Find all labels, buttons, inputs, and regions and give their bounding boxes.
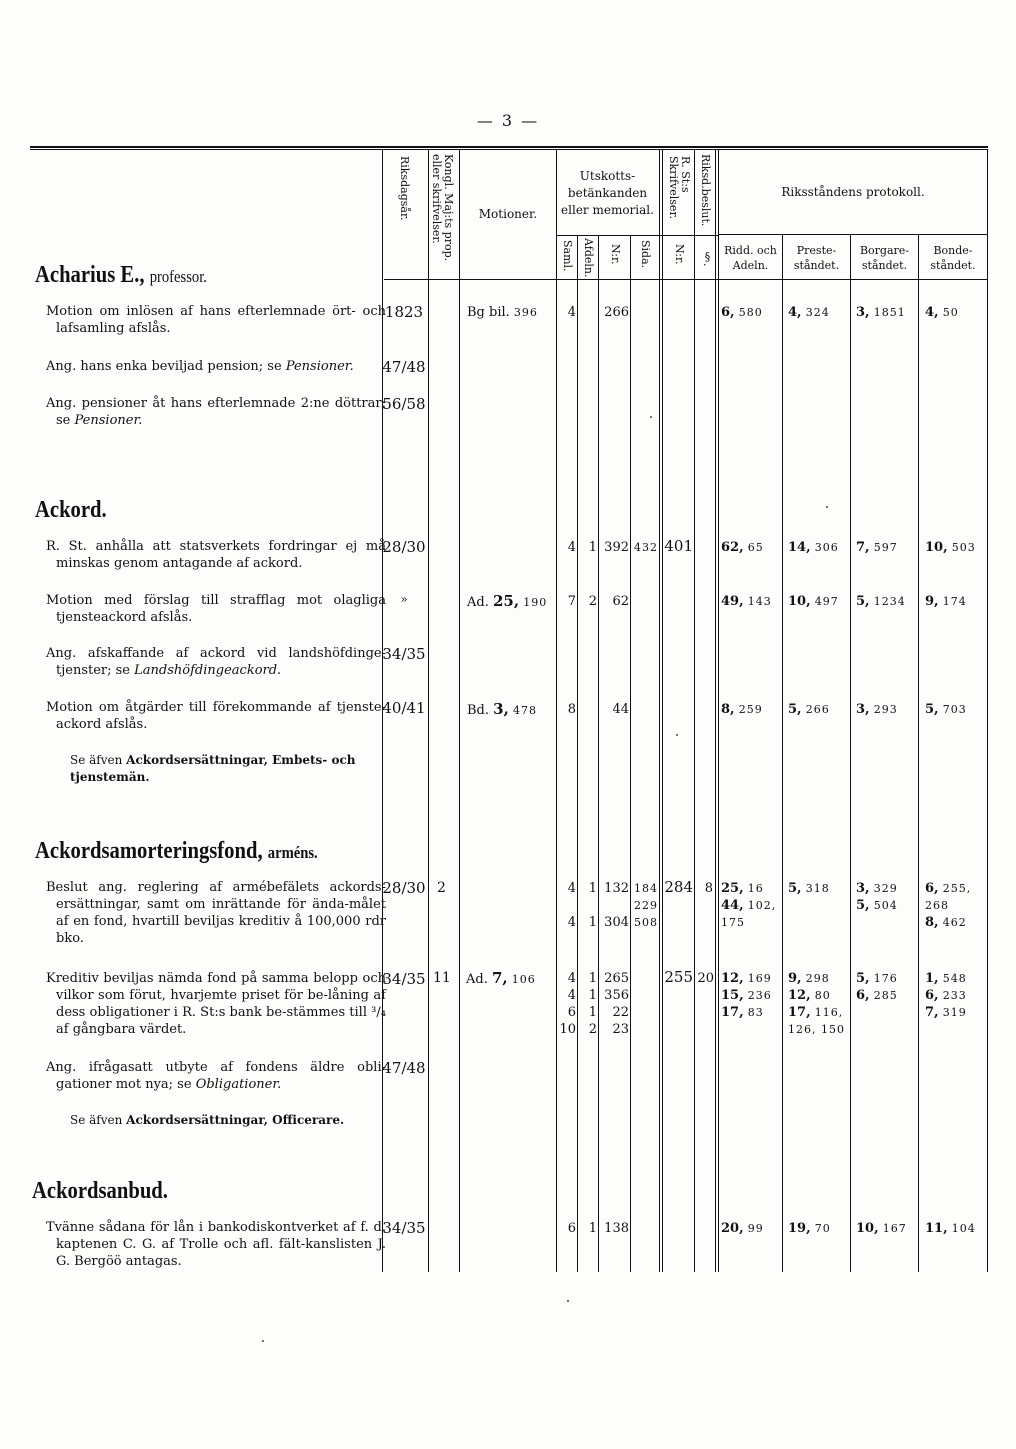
entry-motion-ref: Ad. 25, 190 bbox=[467, 592, 548, 610]
entry-text: Ang. afskaffande af ackord vid landshöfdinge-tjenster; se Landshöfdingeackord. bbox=[46, 646, 386, 678]
entry-saml: 4 4 bbox=[567, 881, 576, 930]
entry-saml: 8 bbox=[567, 702, 576, 717]
header-riksstandens: Riksståndens protokoll. bbox=[781, 185, 925, 199]
entry-bonde: 1, 548 6, 233 7, 319 bbox=[925, 971, 967, 1020]
entry-motion-ref: Bg bil. 396 bbox=[467, 305, 538, 320]
entry-borgare: 3, 329 5, 504 bbox=[856, 881, 898, 913]
header-utskotts: Utskotts- betänkanden eller memorial. bbox=[561, 169, 654, 217]
entry-year: 47/48 bbox=[382, 358, 426, 376]
entry-preste: 19, 70 bbox=[788, 1221, 831, 1236]
entry-saml: 6 bbox=[567, 1221, 576, 1236]
entry-rsts: 284 bbox=[664, 878, 693, 896]
see-also: Se äfven Ackordsersättningar, Officerare. bbox=[70, 1113, 345, 1127]
entry-afdeln: 1 1 1 2 bbox=[588, 971, 597, 1037]
header-motioner: Motioner. bbox=[478, 207, 538, 221]
header-paragraph: §. bbox=[701, 250, 714, 267]
entry-borgare: 5, 1234 bbox=[856, 594, 906, 609]
entry-saml: 4 4 6 10 bbox=[559, 971, 576, 1037]
entry-preste: 4, 324 bbox=[788, 305, 830, 320]
entry-year: 34/35 bbox=[382, 970, 426, 988]
entry-nr: 265 356 22 23 bbox=[604, 971, 629, 1037]
entry-ridd: 6, 580 bbox=[721, 305, 763, 320]
section-heading-ackordsamorteringsfond: Ackordsamorteringsfond, arméns. bbox=[35, 838, 318, 864]
header-afdeln: Afdeln. bbox=[582, 238, 595, 278]
entry-kongl: 11 bbox=[433, 970, 451, 986]
entry-nr: 266 bbox=[604, 305, 629, 320]
entry-preste: 5, 318 bbox=[788, 881, 830, 896]
entry-ridd: 12, 169 15, 236 17, 83 bbox=[721, 971, 772, 1020]
entry-borgare: 10, 167 bbox=[856, 1221, 907, 1236]
entry-saml: 7 bbox=[567, 594, 576, 609]
entry-afdeln: 1 bbox=[588, 1221, 597, 1236]
entry-year: 28/30 bbox=[382, 538, 426, 556]
page-number: — 3 — bbox=[476, 111, 540, 130]
entry-kongl: 2 bbox=[437, 880, 446, 896]
entry-borgare: 7, 597 bbox=[856, 540, 898, 555]
entry-text: Motion med förslag till strafflag mot olagliga tjensteackord afslås. bbox=[46, 593, 386, 625]
entry-bonde: 6, 255, 268 8, 462 bbox=[925, 881, 972, 930]
entry-text: Ang. ifrågasatt utbyte af fondens äldre obli-gationer mot nya; se Obligationer. bbox=[46, 1060, 386, 1092]
entry-bonde: 9, 174 bbox=[925, 594, 967, 609]
see-also: Se äfven Ackordsersättningar, Embets- och tjenstemän. bbox=[70, 753, 356, 784]
entry-preste: 9, 298 12, 80 17, 116, 126, 150 bbox=[788, 971, 845, 1036]
header-kongl: Kongl. Maj:ts prop. eller skrifvelser. bbox=[430, 154, 455, 262]
header-rsts: R. St:s Skrifvelser. bbox=[667, 156, 692, 219]
entry-year: 34/35 bbox=[382, 645, 426, 663]
entry-paragraph: 20 bbox=[697, 971, 714, 986]
section-heading-ackord: Ackord. bbox=[35, 497, 107, 523]
entry-bonde: 4, 50 bbox=[925, 305, 959, 320]
header-nr: N:r. bbox=[609, 244, 622, 265]
entry-nr: 132 304 bbox=[604, 881, 629, 930]
entry-text: Tvänne sådana för lån i bankodiskontverket af f. d. kaptenen C. G. af Trolle och afl. fält-kanslisten J. G. Bergöö antagas. bbox=[46, 1220, 386, 1269]
entry-nr: 62 bbox=[612, 594, 629, 609]
entry-preste: 14, 306 bbox=[788, 540, 839, 555]
entry-ridd: 62, 65 bbox=[721, 540, 764, 555]
entry-nr: 138 bbox=[604, 1221, 629, 1236]
entry-text: Kreditiv beviljas nämda fond på samma belopp och vilkor som förut, hvarjemte priset för be-låning af dess obligationer i R. St:s bank be-stämmes till ³/₄ af gångbara värdet. bbox=[46, 971, 386, 1037]
section-heading-ackordsanbud: Ackordsanbud. bbox=[32, 1178, 168, 1204]
entry-text: Ang. pensioner åt hans efterlemnade 2:ne döttrar; se Pensioner. bbox=[46, 396, 386, 428]
entry-afdeln: 2 bbox=[588, 594, 597, 609]
entry-year: 1823 bbox=[384, 303, 424, 321]
entry-bonde: 11, 104 bbox=[925, 1221, 976, 1236]
entry-sida: 184 229 508 bbox=[634, 882, 658, 929]
entry-preste: 10, 497 bbox=[788, 594, 839, 609]
entry-year: 56/58 bbox=[382, 395, 426, 413]
entry-year: 28/30 bbox=[382, 879, 426, 897]
entry-ridd: 8, 259 bbox=[721, 702, 763, 717]
entry-year: 34/35 bbox=[382, 1219, 426, 1237]
entry-preste: 5, 266 bbox=[788, 702, 830, 717]
entry-bonde: 5, 703 bbox=[925, 702, 967, 717]
entry-text: Ang. hans enka beviljad pension; se Pensioner. bbox=[46, 359, 354, 374]
entry-nr: 392 bbox=[604, 540, 629, 555]
entry-paragraph: 8 bbox=[704, 881, 713, 896]
entry-text: Motion om inlösen af hans efterlemnade ört- och lafsamling afslås. bbox=[46, 304, 386, 336]
header-borgare: Borgare- ståndet. bbox=[859, 244, 910, 272]
entry-afdeln: 1 bbox=[588, 540, 597, 555]
entry-borgare: 3, 293 bbox=[856, 702, 898, 717]
section-heading-acharius: Acharius E., professor. bbox=[35, 262, 207, 288]
entry-year: 40/41 bbox=[382, 699, 426, 717]
header-ridd: Ridd. och Adeln. bbox=[724, 244, 777, 272]
header-preste: Preste- ståndet. bbox=[793, 244, 840, 272]
entry-text: R. St. anhålla att statsverkets fordringar ej må minskas genom antagande af ackord. bbox=[46, 539, 386, 571]
header-bonde: Bonde- ståndet. bbox=[930, 244, 976, 272]
entry-ridd: 25, 16 44, 102, 175 bbox=[721, 881, 777, 929]
entry-saml: 4 bbox=[567, 305, 576, 320]
entry-rsts: 401 bbox=[664, 537, 693, 555]
entry-year: » bbox=[400, 592, 408, 606]
entry-afdeln: 1 1 bbox=[588, 881, 597, 930]
entry-sida: 432 bbox=[634, 541, 658, 554]
entry-borgare: 3, 1851 bbox=[856, 305, 906, 320]
entry-borgare: 5, 176 6, 285 bbox=[856, 971, 898, 1003]
header-sida: Sida. bbox=[639, 240, 652, 269]
entry-year: 47/48 bbox=[382, 1059, 426, 1077]
entry-ridd: 49, 143 bbox=[721, 594, 772, 609]
entry-rsts: 255 bbox=[664, 968, 693, 986]
header-rsts-nr: N:r. bbox=[673, 244, 686, 265]
entry-saml: 4 bbox=[567, 540, 576, 555]
entry-motion-ref: Ad. 7, 106 bbox=[466, 969, 536, 987]
entry-text: Motion om åtgärder till förekommande af tjenste-ackord afslås. bbox=[46, 700, 386, 732]
header-riksdagsar: Riksdagsår. bbox=[398, 156, 411, 221]
header-riksd: Riksd.beslut. bbox=[699, 154, 712, 227]
entry-text: Beslut ang. reglering af armébefälets ackords-ersättningar, samt om inrättande för ända-målet af en fond, hvartill beviljas kreditiv å 100,000 rdr bko. bbox=[46, 880, 386, 946]
entry-nr: 44 bbox=[612, 702, 629, 717]
entry-motion-ref: Bd. 3, 478 bbox=[467, 700, 537, 718]
header-saml: Saml. bbox=[561, 240, 574, 272]
entry-bonde: 10, 503 bbox=[925, 540, 976, 555]
entry-ridd: 20, 99 bbox=[721, 1221, 764, 1236]
